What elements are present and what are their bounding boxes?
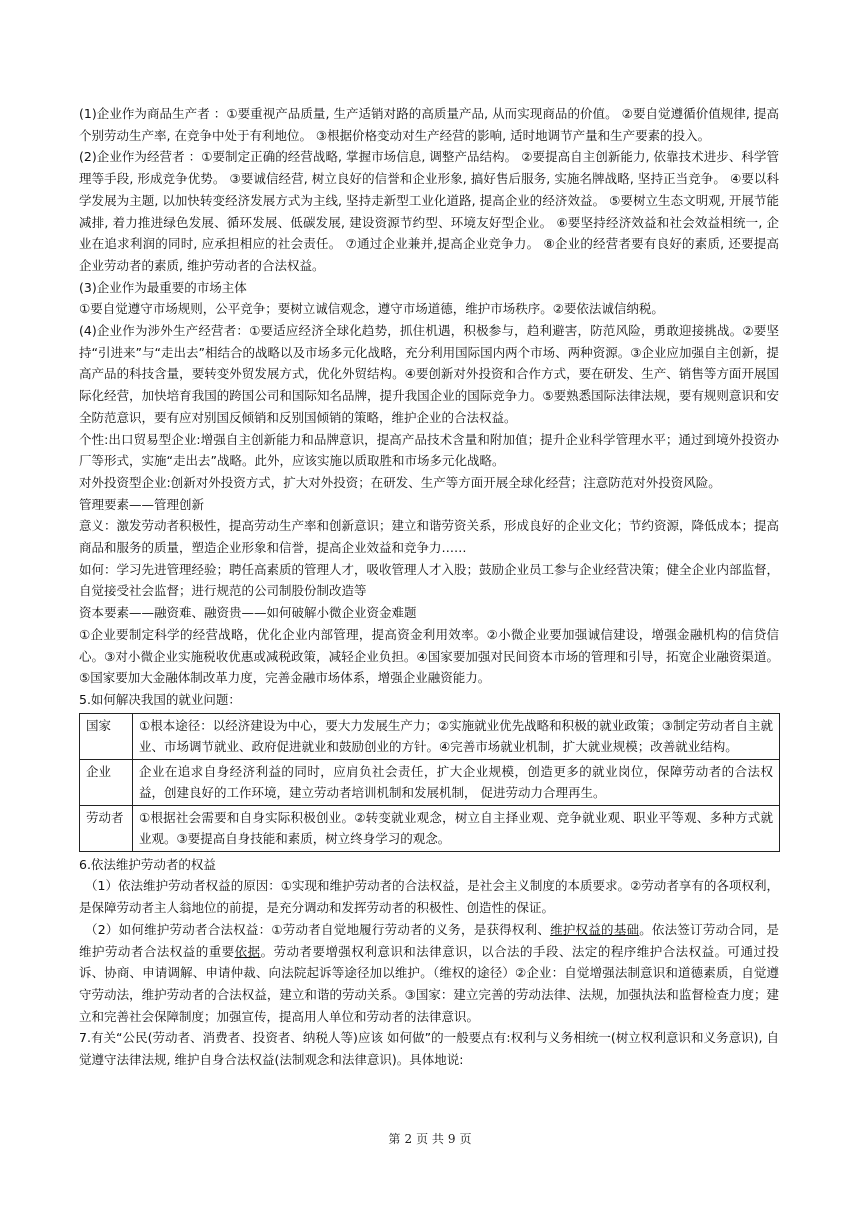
table-cell-role: 国家: [80, 713, 133, 759]
table-cell-text: ①根本途径：以经济建设为中心，要大力发展生产力；②实施就业优先战略和积极的就业政策；③制定劳动者自主就业、市场调节就业、政府促进就业和鼓励创业的方针。④完善市场就业机制，扩大就业规模；改善就业结构。: [133, 713, 780, 759]
section6-how-text-c: 。劳动者要增强权利意识和法律意识，以合法的手段、法定的程序维护合法权益。可通过投诉、协商、申请调解、申请仲裁、向法院起诉等途径加以维护。（维权的途径）②企业：自觉增强法制意识和道德素质，自觉遵守劳动法，维护劳动者的合法权益，建立和谐的劳动关系。③国家：建立完善的劳动法律、法规，加强执法和监督检查力度；建立和完善社会保障制度；加强宣传，提高用人单位和劳动者的法律意识。: [79, 943, 779, 1024]
table-row: [80, 805, 780, 851]
underlined-phrase: 维护权益的基础: [550, 921, 640, 937]
para-management-meaning: 意义：激发劳动者积极性，提高劳动生产率和创新意识；建立和谐劳资关系，形成良好的企业文化；节约资源，降低成本；提高商品和服务的质量，塑造企业形象和信誉，提高企业效益和竞争力……: [79, 518, 780, 556]
para-export-enterprise: 个性:出口贸易型企业:增强自主创新能力和品牌意识，提高产品技术含量和附加值；提升企业科学管理水平；通过到境外投资办厂等形式，实施“走出去”战略。此外，应该实施以质取胜和市场多元化战略。: [79, 431, 779, 469]
para-producer: (1)企业作为商品生产者 ：①要重视产品质量, 生产适销对路的高质量产品, 从而实现商品的价值。 ②要自觉遵循价值规律, 提高个别劳动生产率, 在竞争中处于有利地位。 ③根据价格变动对生产经营的影响, 适时地调节产量和生产要素的投入。: [79, 106, 779, 143]
table-row: [80, 759, 780, 805]
para-foreign-operator: (4)企业作为涉外生产经营者：①要适应经济全球化趋势，抓住机遇，积极参与，趋利避害，防范风险，勇敢迎接挑战。②要坚持“引进来”与“走出去”相结合的战略以及市场多元化战略，充分利用国际国内两个市场、两种资源。③企业应加强自主创新，提高产品的科技含量，要转变外贸发展方式，优化外贸结构。④要创新对外投资和合作方式，要在研发、生产、销售等方面开展国际化经营，加快培育我国的跨国公司和国际知名品牌，提升我国企业的国际竞争力。⑤要熟悉国际法律法规，要有规则意识和安全防范意识，要有应对别国反倾销和反别国倾销的策略，维护企业的合法权益。: [79, 323, 779, 425]
section6-how-text-b: 。依法签订劳动合同，是维护劳动者合法权益的重要: [79, 921, 779, 959]
footer-mid: 页 共: [416, 1132, 444, 1146]
document-body: [79, 103, 779, 1071]
employment-table: [79, 713, 780, 852]
footer-page-number: 2: [404, 1132, 413, 1146]
table-cell-role: 劳动者: [80, 805, 133, 851]
para-management-how: 如何：学习先进管理经验；聘任高素质的管理人才，吸收管理人才入股；鼓励企业员工参与企业经营决策；健全企业内部监督，自觉接受社会监督；进行规范的公司制股份制改造等: [79, 561, 780, 599]
footer-suffix: 页: [459, 1132, 472, 1146]
section5-title: 5.如何解决我国的就业问题：: [79, 691, 241, 707]
section6-title: 6.依法维护劳动者的权益: [79, 856, 216, 872]
page-footer: [0, 1130, 860, 1147]
table-cell-text: 企业在追求自身经济利益的同时，应肩负社会责任，扩大企业规模，创造更多的就业岗位，保障劳动者的合法权益，创建良好的工作环境，建立劳动者培训机制和发展机制， 促进劳动力合理再生。: [133, 759, 780, 805]
para-market-subject: ①要自觉遵守市场规则，公平竞争；要树立诚信观念，遵守市场道德，维护市场秩序。②要依法诚信纳税。: [79, 301, 664, 317]
para-capital-measures: ①企业要制定科学的经营战略，优化企业内部管理，提高资金利用效率。②小微企业要加强诚信建设，增强金融机构的信贷信心。③对小微企业实施税收优惠或减税政策，减轻企业负担。④国家要加强对民间资本市场的管理和引导，拓宽企业融资渠道。⑤国家要加大金融体制改革力度，完善金融市场体系，增强企业融资能力。: [79, 626, 779, 686]
para-market-subject-heading: (3)企业作为最重要的市场主体: [79, 279, 247, 295]
footer-total-pages: 9: [447, 1132, 456, 1146]
footer-prefix: 第: [388, 1132, 401, 1146]
section6-how-text-a: （2）如何维护劳动者合法权益：①劳动者自觉地履行劳动者的义务，是获得权利、: [85, 921, 551, 937]
table-cell-role: 企业: [80, 759, 133, 805]
para-capital-heading: 资本要素——融资难、融资贵——如何破解小微企业资金难题: [79, 605, 417, 621]
underlined-phrase: 依据: [234, 943, 261, 959]
para-investment-enterprise: 对外投资型企业:创新对外投资方式，扩大对外投资；在研发、生产等方面开展全球化经营；注意防范对外投资风险。: [79, 474, 721, 490]
section6-how: [79, 919, 779, 1028]
section6-reasons: （1）依法维护劳动者权益的原因：①实现和维护劳动者的合法权益，是社会主义制度的本质要求。②劳动者享有的各项权利，是保障劳动者主人翁地位的前提，是充分调动和发挥劳动者的积极性、创造性的保证。: [79, 878, 779, 916]
section7-text: 7.有关“公民(劳动者、消费者、投资者、纳税人等)应该 如何做”的一般要点有:权利与义务相统一(树立权利意识和义务意识), 自觉遵守法律法规, 维护自身合法权益(法制观念和法律意识)。具体地说:: [79, 1030, 779, 1068]
para-management-heading: 管理要素——管理创新: [79, 496, 205, 512]
para-operator: (2)企业作为经营者 ：①要制定正确的经营战略, 掌握市场信息, 调整产品结构。 ②要提高自主创新能力, 依靠技术进步、科学管理等手段, 形成竞争优势。 ③要诚信经营, 树立良好的信誉和企业形象, 搞好售后服务, 实施名牌战略, 坚持正当竞争。 ④要以科学发展为主题, 以加快转变经济发展方式为主线, 坚持走新型工业化道路, 提高企业的经济效益。 ⑤要树立生态文明观, 开展节能减排, 着力推进绿色发展、循环发展、低碳发展, 建设资源节约型、环境友好型企业。 ⑥要坚持经济效益和社会效益相统一, 企业在追求利润的同时, 应承担相应的社会责任。 ⑦通过企业兼并,提高企业竞争力。 ⑧企业的经营者要有良好的素质, 还要提高企业劳动者的素质, 维护劳动者的合法权益。: [79, 149, 779, 273]
table-row: [80, 713, 780, 759]
table-cell-text: ①根据社会需要和自身实际积极创业。②转变就业观念，树立自主择业观、竞争就业观、职业平等观、多种方式就业观。③要提高自身技能和素质，树立终身学习的观念。: [133, 805, 780, 851]
